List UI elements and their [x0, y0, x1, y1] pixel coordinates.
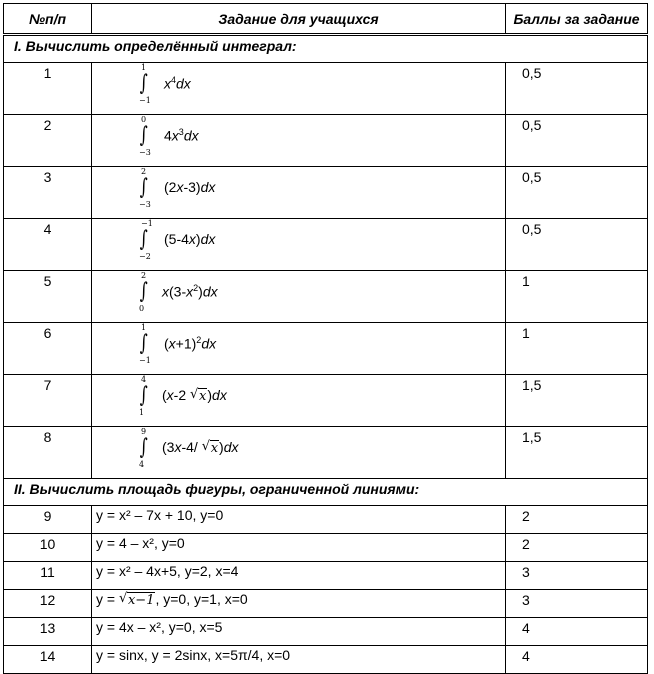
integral-lower: 0: [139, 304, 145, 313]
integral-lower: −3: [139, 148, 151, 157]
row-num: 6: [4, 323, 92, 375]
row-num: 3: [4, 167, 92, 219]
row-points: 2: [506, 534, 648, 562]
table-row: [4, 618, 648, 646]
integrand: (2x-3)dx: [164, 179, 216, 195]
radicand: x−1: [127, 593, 155, 608]
row-points: 0,5: [506, 115, 648, 167]
row-task: [92, 323, 506, 375]
table-row: [4, 219, 648, 271]
table-row: [4, 590, 648, 618]
row-task: [92, 219, 506, 271]
row-task: [92, 375, 506, 427]
row-points: 1,5: [506, 375, 648, 427]
task-prefix: y =: [96, 591, 119, 607]
integral-lower: −2: [139, 252, 151, 261]
row-task: [92, 167, 506, 219]
section1-row: [4, 35, 648, 63]
integral-upper: −1: [141, 219, 153, 228]
integrand: $x(3-x^2)dx$: [162, 283, 218, 300]
row-points: 0,5: [506, 63, 648, 115]
row-points: 2: [506, 506, 648, 534]
table-row: [4, 534, 648, 562]
integral-lower: −1: [139, 356, 151, 365]
integral-lower: 4: [139, 460, 145, 469]
row-points: 1: [506, 323, 648, 375]
table-row: [4, 115, 648, 167]
row-num: 10: [4, 534, 92, 562]
row-task: [92, 63, 506, 115]
integral-upper: 2: [141, 167, 147, 176]
row-points: 3: [506, 562, 648, 590]
row-points: 4: [506, 646, 648, 674]
row-num: 13: [4, 618, 92, 646]
integrand: $(x+1)^2dx$: [164, 335, 217, 352]
integral-sign: 2 ∫ −3: [139, 167, 151, 209]
sqrt-symbol: √ x−1: [118, 591, 155, 608]
table-row: [4, 427, 648, 479]
row-task: y = sinx, y = 2sinx, x=5π/4, x=0: [92, 646, 506, 674]
integral-sign: 4 ∫ 1: [139, 375, 148, 417]
task-suffix: , y=0, y=1, x=0: [155, 591, 248, 607]
header-task: Задание для учащихся: [92, 4, 506, 35]
row-task: y = x² – 7x + 10, y=0: [92, 506, 506, 534]
row-num: 12: [4, 590, 92, 618]
row-task: [92, 427, 506, 479]
integrand: (x-2 √ x)dx: [162, 387, 227, 404]
table-row: [4, 646, 648, 674]
row-task: y = x² – 4x+5, y=2, x=4: [92, 562, 506, 590]
header-row: [4, 4, 648, 35]
row-num: 5: [4, 271, 92, 323]
table-row: [4, 167, 648, 219]
row-num: 9: [4, 506, 92, 534]
table-row: [4, 63, 648, 115]
row-points: 0,5: [506, 167, 648, 219]
integral-upper: 9: [141, 427, 147, 436]
integral-upper: 1: [141, 323, 147, 332]
row-points: 4: [506, 618, 648, 646]
integrand: $4x^3dx$: [164, 127, 199, 144]
integral-sign: 9 ∫ 4: [139, 427, 148, 469]
integral-upper: 0: [141, 115, 147, 124]
row-task: y = 4x – x², y=0, x=5: [92, 618, 506, 646]
row-num: 11: [4, 562, 92, 590]
table-row: [4, 506, 648, 534]
integral-upper: 2: [141, 271, 147, 280]
integral-sign: 0 ∫ −3: [139, 115, 151, 157]
row-num: 4: [4, 219, 92, 271]
row-task: [92, 115, 506, 167]
integral-upper: 1: [141, 63, 147, 72]
table-row: [4, 375, 648, 427]
integral-sign: 1 ∫ −1: [139, 63, 151, 105]
section1-title: I. Вычислить определённый интеграл:: [4, 35, 648, 63]
row-task: [92, 590, 506, 618]
header-points: Баллы за задание: [506, 4, 648, 35]
integral-sign: 1 ∫ −1: [139, 323, 151, 365]
integral-sign: 2 ∫ 0: [139, 271, 148, 313]
row-points: 1,5: [506, 427, 648, 479]
sqrt-symbol: √ x: [201, 439, 219, 456]
section2-row: [4, 479, 648, 506]
sqrt-symbol: √ x: [190, 387, 207, 404]
section2-title: II. Вычислить площадь фигуры, ограниченной линиями:: [4, 479, 648, 506]
row-points: 1: [506, 271, 648, 323]
row-num: 2: [4, 115, 92, 167]
row-num: 14: [4, 646, 92, 674]
row-num: 7: [4, 375, 92, 427]
assignment-table: [3, 3, 648, 674]
integrand: (5-4x)dx: [164, 231, 216, 247]
row-points: 0,5: [506, 219, 648, 271]
integral-lower: −1: [139, 96, 151, 105]
integral-sign: −1 ∫ −2: [139, 219, 153, 261]
integral-lower: 1: [139, 408, 145, 417]
row-task: y = 4 – x², y=0: [92, 534, 506, 562]
row-points: 3: [506, 590, 648, 618]
integrand: (3x-4/ √ x)dx: [162, 439, 239, 456]
row-task: [92, 271, 506, 323]
header-num: №п/п: [4, 4, 92, 35]
table-row: [4, 271, 648, 323]
row-num: 8: [4, 427, 92, 479]
integral-upper: 4: [141, 375, 147, 384]
table-row: [4, 562, 648, 590]
table-row: [4, 323, 648, 375]
integrand: $x^4dx$: [164, 75, 191, 92]
row-num: 1: [4, 63, 92, 115]
integral-lower: −3: [139, 200, 151, 209]
